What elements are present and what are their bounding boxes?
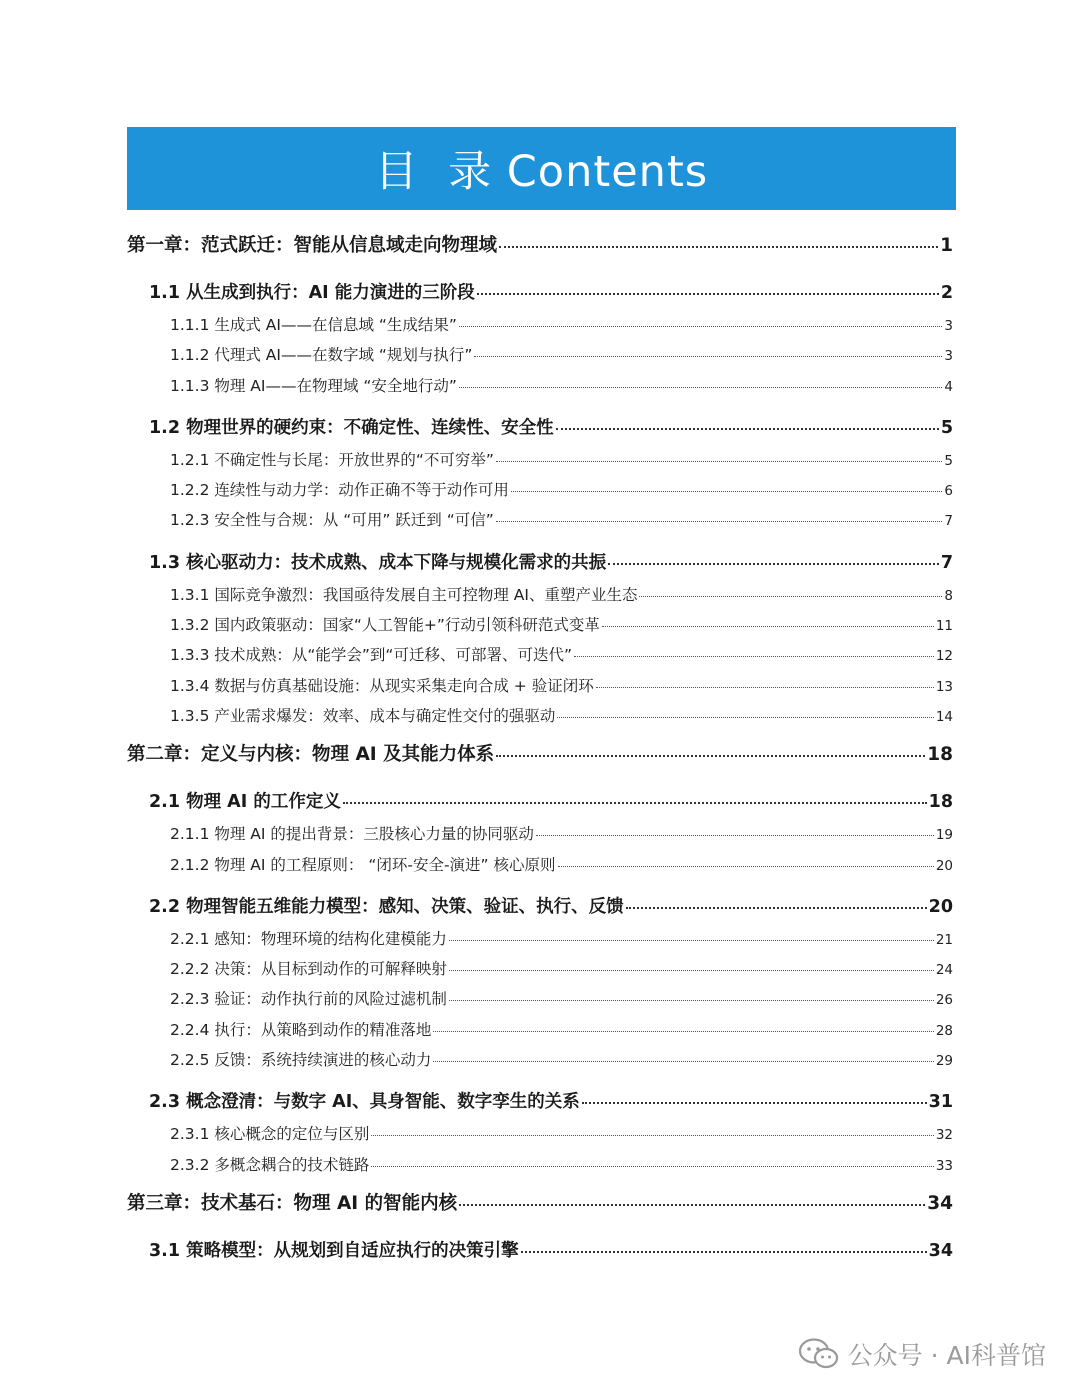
dot-leader xyxy=(639,596,942,597)
toc-entry-title: 1.3.1 国际竞争激烈：我国亟待发展自主可控物理 AI、重塑产业生态 xyxy=(170,585,638,604)
toc-entry-title: 1.2.1 不确定性与长尾：开放世界的“不可穷举” xyxy=(170,450,494,469)
toc-page-number: 19 xyxy=(935,827,953,844)
dot-leader xyxy=(556,428,939,430)
toc-entry-title: 1.1.2 代理式 AI——在数字域 “规划与执行” xyxy=(170,346,473,365)
dot-leader xyxy=(433,1031,933,1032)
wechat-icon xyxy=(798,1337,840,1371)
toc-page-number: 21 xyxy=(935,931,953,948)
toc-page-number: 3 xyxy=(944,318,953,334)
toc-entry-sub[interactable] xyxy=(127,445,953,475)
toc-entry-sub[interactable] xyxy=(127,640,953,670)
toc-page-number: 3 xyxy=(944,348,953,365)
dot-leader xyxy=(459,326,942,327)
toc-entry-title: 2.1.1 物理 AI 的提出背景：三股核心力量的协同驱动 xyxy=(170,825,534,844)
toc-page-number: 11 xyxy=(935,618,953,635)
toc-page-number: 5 xyxy=(944,452,953,469)
toc-page-number: 24 xyxy=(935,962,953,979)
toc-page-number: 20 xyxy=(928,896,953,917)
toc-page-number: 26 xyxy=(935,992,953,1009)
toc-entry-section[interactable] xyxy=(127,411,953,445)
toc-page-number: 32 xyxy=(935,1127,953,1144)
toc-page-number: 4 xyxy=(944,378,953,395)
toc-entry-title: 3.1 策略模型：从规划到自适应执行的决策引擎 xyxy=(149,1240,519,1261)
watermark xyxy=(798,1336,1046,1372)
toc-entry-title: 2.2.5 反馈：系统持续演进的核心动力 xyxy=(170,1051,432,1070)
toc-page-number: 12 xyxy=(935,648,953,665)
dot-leader xyxy=(626,907,927,909)
toc-page-number: 18 xyxy=(928,792,953,813)
toc-entry-sub[interactable] xyxy=(127,984,953,1014)
toc-entry-section[interactable] xyxy=(127,1234,953,1268)
toc-entry-chapter[interactable] xyxy=(127,226,953,266)
toc-page-number: 28 xyxy=(935,1022,953,1039)
toc-entry-title: 1.2.2 连续性与动力学：动作正确不等于动作可用 xyxy=(170,481,509,500)
dot-leader xyxy=(496,755,925,757)
dot-leader xyxy=(449,940,934,941)
toc-page-number: 7 xyxy=(940,552,953,573)
dot-leader xyxy=(496,521,943,522)
dot-leader xyxy=(596,687,934,688)
toc-entry-title: 2.3.1 核心概念的定位与区别 xyxy=(170,1125,370,1144)
toc-entry-sub[interactable] xyxy=(127,1015,953,1045)
toc-entry-title: 2.3.2 多概念耦合的技术链路 xyxy=(170,1155,370,1174)
toc-entry-title: 1.3 核心驱动力：技术成熟、成本下降与规模化需求的共振 xyxy=(149,552,607,573)
toc-entry-sub[interactable] xyxy=(127,610,953,640)
toc-entry-sub[interactable] xyxy=(127,1150,953,1180)
dot-leader xyxy=(511,491,943,492)
dot-leader xyxy=(536,835,934,836)
dot-leader xyxy=(343,802,927,804)
toc-page-number: 18 xyxy=(927,744,953,766)
toc-page-number: 5 xyxy=(940,417,953,438)
toc-entry-title: 2.2 物理智能五维能力模型：感知、决策、验证、执行、反馈 xyxy=(149,896,624,917)
toc-entry-sub[interactable] xyxy=(127,1119,953,1149)
toc-entry-title: 第二章：定义与内核：物理 AI 及其能力体系 xyxy=(127,744,495,766)
toc-entry-section[interactable] xyxy=(127,546,953,580)
dot-leader xyxy=(582,1102,927,1104)
dot-leader xyxy=(477,293,939,295)
toc-entry-sub[interactable] xyxy=(127,954,953,984)
dot-leader xyxy=(433,1061,933,1062)
dot-leader xyxy=(499,246,938,248)
toc-page-number: 34 xyxy=(927,1192,953,1214)
dot-leader xyxy=(602,626,934,627)
toc-entry-sub[interactable] xyxy=(127,340,953,370)
toc-entry-title: 2.1.2 物理 AI 的工程原则： “闭环-安全-演进” 核心原则 xyxy=(170,855,556,874)
dot-leader xyxy=(608,563,939,565)
dot-leader xyxy=(557,717,933,718)
toc-entry-sub[interactable] xyxy=(127,671,953,701)
toc-page-number: 34 xyxy=(928,1240,953,1261)
toc-entry-title: 1.3.5 产业需求爆发：效率、成本与确定性交付的强驱动 xyxy=(170,706,556,725)
toc-entry-section[interactable] xyxy=(127,276,953,310)
toc-page-number: 1 xyxy=(940,235,953,256)
toc-entry-title: 2.2.3 验证：动作执行前的风险过滤机制 xyxy=(170,990,447,1009)
toc-entry-chapter[interactable] xyxy=(127,1184,953,1224)
toc-entry-section[interactable] xyxy=(127,785,953,819)
dot-leader xyxy=(459,387,942,388)
toc-entry-title: 1.3.3 技术成熟：从“能学会”到“可迁移、可部署、可迭代” xyxy=(170,646,572,665)
dot-leader xyxy=(474,356,942,357)
watermark-text: 公众号 · AI科普馆 xyxy=(847,1341,1046,1370)
toc-entry-chapter[interactable] xyxy=(127,735,953,775)
toc-page-number: 2 xyxy=(940,283,953,303)
toc-entry-title: 2.3 概念澄清：与数字 AI、具身智能、数字孪生的关系 xyxy=(149,1092,580,1113)
toc-entry-title: 1.1 从生成到执行：AI 能力演进的三阶段 xyxy=(149,283,475,303)
toc-page-number: 8 xyxy=(944,587,953,604)
toc-entry-title: 第一章：范式跃迁：智能从信息域走向物理域 xyxy=(127,235,498,256)
dot-leader xyxy=(574,656,934,657)
toc-entry-sub[interactable] xyxy=(127,701,953,731)
dot-leader xyxy=(449,1000,934,1001)
toc-page-number: 33 xyxy=(935,1157,953,1174)
toc-entry-title: 1.2.3 安全性与合规：从 “可用” 跃迁到 “可信” xyxy=(170,511,494,530)
dot-leader xyxy=(521,1251,927,1253)
toc-entry-sub[interactable] xyxy=(127,850,953,880)
toc-entry-sub[interactable] xyxy=(127,505,953,535)
toc-entry-sub[interactable] xyxy=(127,310,953,340)
dot-leader xyxy=(558,866,934,867)
toc-entry-sub[interactable] xyxy=(127,580,953,610)
contents-banner xyxy=(127,127,956,210)
toc-entry-section[interactable] xyxy=(127,890,953,924)
toc-entry-title: 1.3.4 数据与仿真基础设施：从现实采集走向合成 + 验证闭环 xyxy=(170,676,594,695)
toc-entry-title: 2.1 物理 AI 的工作定义 xyxy=(149,792,341,813)
page-title: 目 录 Contents xyxy=(374,147,709,197)
table-of-contents xyxy=(127,222,953,1268)
toc-entry-title: 2.2.1 感知：物理环境的结构化建模能力 xyxy=(170,929,447,948)
toc-entry-sub[interactable] xyxy=(127,475,953,505)
toc-entry-sub[interactable] xyxy=(127,371,953,401)
dot-leader xyxy=(371,1135,933,1136)
toc-page-number: 6 xyxy=(944,483,953,500)
toc-page-number: 20 xyxy=(935,857,953,874)
toc-entry-title: 1.3.2 国内政策驱动：国家“人工智能+”行动引领科研范式变革 xyxy=(170,616,600,635)
toc-entry-sub[interactable] xyxy=(127,1045,953,1075)
toc-entry-title: 2.2.4 执行：从策略到动作的精准落地 xyxy=(170,1020,432,1039)
toc-entry-sub[interactable] xyxy=(127,819,953,849)
toc-page-number: 7 xyxy=(944,513,953,530)
toc-page-number: 31 xyxy=(928,1092,953,1113)
toc-entry-title: 第三章：技术基石：物理 AI 的智能内核 xyxy=(127,1192,458,1214)
dot-leader xyxy=(449,970,934,971)
toc-page-number: 13 xyxy=(935,678,953,695)
toc-entry-title: 1.2 物理世界的硬约束：不确定性、连续性、安全性 xyxy=(149,417,554,438)
toc-entry-sub[interactable] xyxy=(127,924,953,954)
toc-entry-title: 1.1.1 生成式 AI——在信息域 “生成结果” xyxy=(170,316,457,334)
dot-leader xyxy=(459,1204,925,1206)
toc-entry-section[interactable] xyxy=(127,1085,953,1119)
dot-leader xyxy=(371,1166,933,1167)
toc-entry-title: 1.1.3 物理 AI——在物理域 “安全地行动” xyxy=(170,376,457,395)
toc-entry-title: 2.2.2 决策：从目标到动作的可解释映射 xyxy=(170,960,447,979)
toc-page-number: 14 xyxy=(935,708,953,725)
dot-leader xyxy=(496,461,942,462)
toc-page-number: 29 xyxy=(935,1053,953,1070)
